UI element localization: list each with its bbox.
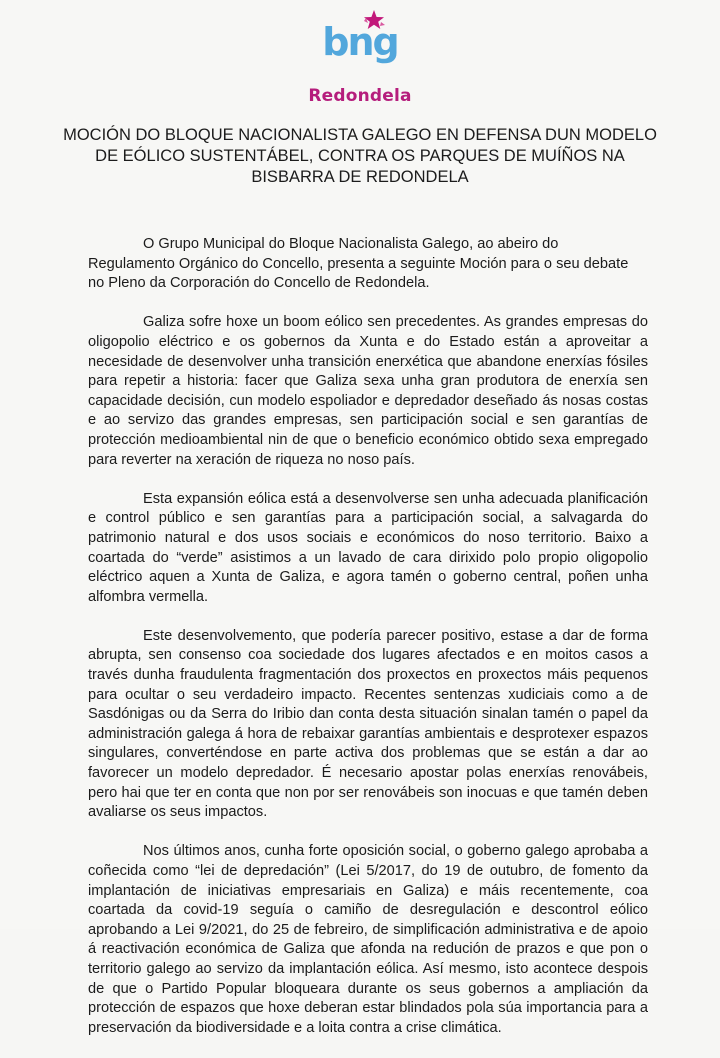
paragraph: O Grupo Municipal do Bloque Nacionalista Galego, ao abeiro do Regulamento Orgánico do Concello, presenta a seguinte Moción para o seu debate no Pleno da Corporación do Concello de Redondela.: [88, 236, 629, 292]
motion-title: MOCIÓN DO BLOQUE NACIONALISTA GALEGO EN DEFENSA DUN MODELO DE EÓLICO SUSTENTÁBEL, CONTRA OS PARQUES DE MUÍÑOS NA BISBARRA DE REDONDELA: [63, 126, 657, 186]
paragraph: Este desenvolvemento, que podería parecer positivo, estase a dar de forma abrupta, sen consenso coa sociedade dos lugares afectados e en moitos casos a través dunha fraudulenta fragmentación dos proxectos en proxectos máis pequenos para ocultar o seu verdadeiro impacto. Recentes sentenzas xudiciais como a de Sasdónigas ou da Serra do Iribio dan conta desta situación sinalan tamén o papel da administración galega á hora de rebaixar garantías ambientais e desprotexer espazos singulares, converténdose en parte activa dos problemas que se están a dar ao favorecer un modelo depredador. É necesario apostar polas enerxías renovábeis, pero hai que ter en conta que non por ser renovábeis son inocuas e que tamén deben avaliarse os seus impactos.: [88, 627, 648, 821]
place-name: Redondela: [308, 86, 412, 106]
document-body: [88, 235, 648, 1058]
paragraph: Galiza sofre hoxe un boom eólico sen precedentes. As grandes empresas do oligopolio eléctrico e os gobernos da Xunta e do Estado están a aproveitar a necesidade de desenvolver unha transición enerxética que abandone enerxías fósiles para repetir a historia: facer que Galiza sexa unha gran produtora de enerxía sen capacidade decisión, cun modelo espoliador e depredador deseñado ás nosas costas e ao servizo das grandes empresas, sen participación social e sen garantías de protección medioambiental nin de que o beneficio económico obtido sexa empregado para reverter na xeración de riqueza no noso país.: [88, 314, 648, 468]
document-header: [0, 6, 720, 106]
paragraph: Esta expansión eólica está a desenvolverse sen unha adecuada planificación e control público e sen garantías para a participación social, a salvagarda do patrimonio natural e dos usos sociais e económicos do noso territorio. Baixo a coartada do “verde” asistimos a un lavado de cara dirixido polo propio oligopolio eléctrico aquen a Xunta de Galiza, e agora tamén o goberno central, poñen unha alfombra vermella.: [88, 490, 648, 605]
bng-logo: [320, 6, 400, 74]
paragraph: Nos últimos anos, cunha forte oposición social, o goberno galego aprobaba a coñecida como “lei de depredación” (Lei 5/2017, do 19 de outubro, de fomento da implantación de iniciativas empresariais en Galiza) e máis recentemente, coa coartada da covid-19 seguía o camiño de desregulación e descontrol eólico aprobando a Lei 9/2021, do 25 de febreiro, de simplificación administrativa e de apoio á reactivación económica de Galiza que afonda na redución de prazos e que pon o territorio galego ao servizo da implantación eólica. Así mesmo, isto acontece despois de que o Partido Popular bloqueara durante os seus gobernos a ampliación da protección de espazos que hoxe deberan estar blindados pola súa importancia para a preservación da biodiversidade e a loita contra a crise climática.: [88, 843, 648, 1036]
logo-text: bng: [322, 20, 398, 64]
